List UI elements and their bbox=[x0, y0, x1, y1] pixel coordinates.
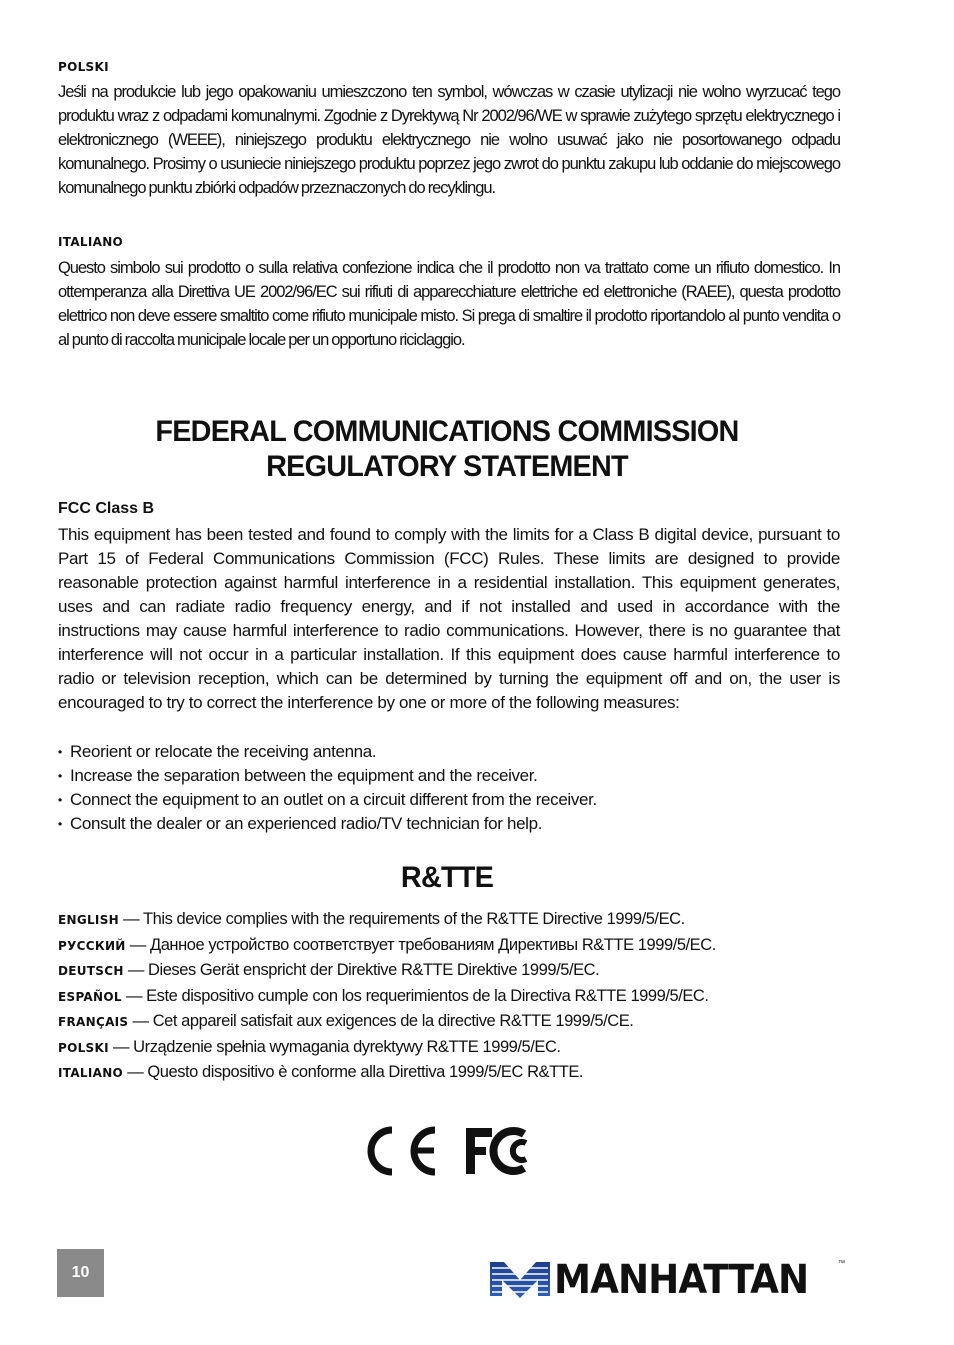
list-item: • Reorient or relocate the receiving antenna. bbox=[58, 740, 597, 764]
manhattan-brand-logo bbox=[488, 1258, 848, 1306]
section-heading-italiano: ITALIANO bbox=[58, 235, 124, 249]
section-heading-polski: POLSKI bbox=[58, 60, 109, 74]
rtte-row-polish bbox=[58, 1035, 716, 1061]
page-number-badge: 10 bbox=[57, 1249, 104, 1297]
rtte-text: — Urządzenie spełnia wymagania dyrektywy R&TTE 1999/5/EC. bbox=[108, 1037, 561, 1056]
rtte-lang-label: ITALIANO bbox=[58, 1066, 124, 1080]
fcc-title-line2: REGULATORY STATEMENT bbox=[266, 450, 628, 483]
rtte-title: R&TTE bbox=[400, 861, 494, 894]
rtte-text: — Este dispositivo cumple con los requerimientos de la Directiva R&TTE 1999/5/EC. bbox=[121, 986, 709, 1005]
rtte-row-german bbox=[58, 958, 716, 984]
fcc-paragraph: This equipment has been tested and found to comply with the limits for a Class B digital device, pursuant to Part 15 of Federal Communications Commission (FCC) Rules. These limits are designed to provide reasonable protection against harmful interference in a residential installation. This equipment generates, uses and can radiate radio frequency energy, and if not installed and used in accordance with the instructions may cause harmful interference to radio communications. However, there is no guarantee that interference will not occur in a particular installation. If this equipment does cause harmful interference to radio or television reception, which can be determined by turning the equipment off and on, the user is encouraged to try to correct the interference by one or more of the following measures: bbox=[58, 525, 840, 712]
rtte-lang-label: ESPAÑOL bbox=[58, 989, 122, 1004]
rtte-lang-label: ENGLISH bbox=[58, 913, 119, 927]
italian-paragraph: Questo simbolo sui prodotto o sulla relativa confezione indica che il prodotto non va trattato come un rifiuto domestico. In ottemperanza alla Direttiva UE 2002/96/EC sui rifiuti di apparecchiature elettriche ed elettroniche (RAEE), questa prodotto elettrico non deve essere smaltito come rifiuto municipale misto. Si prega di smaltire il prodotto riportandolo al punto vendita o al punto di raccolta municipale locale per un opportuno riciclaggio. bbox=[58, 259, 840, 349]
rtte-row-italian bbox=[58, 1060, 716, 1086]
rtte-row-english bbox=[58, 907, 716, 933]
rtte-lang-label: РУССКИЙ bbox=[58, 938, 126, 953]
fcc-title-line1: FEDERAL COMMUNICATIONS COMMISSION bbox=[155, 415, 739, 448]
certification-logos bbox=[362, 1122, 542, 1180]
fcc-logo-icon bbox=[462, 1122, 540, 1180]
rtte-lang-label: POLSKI bbox=[58, 1040, 109, 1055]
list-item: • Consult the dealer or an experienced radio/TV technician for help. bbox=[58, 812, 597, 836]
rtte-lang-label: DEUTSCH bbox=[58, 964, 124, 978]
list-item: • Increase the separation between the equipment and the receiver. bbox=[58, 764, 597, 788]
rtte-text: — Cet appareil satisfait aux exigences de la directive R&TTE 1999/5/CE. bbox=[128, 1012, 634, 1030]
rtte-text: — Данное устройство соответствует требованиям Директивы R&TTE 1999/5/EC. bbox=[125, 935, 716, 954]
rtte-row-french bbox=[58, 1009, 716, 1035]
rtte-lang-label: FRANÇAIS bbox=[58, 1015, 129, 1029]
fcc-class-subheading: FCC Class B bbox=[58, 500, 155, 517]
manhattan-m-emblem-icon bbox=[488, 1258, 552, 1302]
rtte-statements bbox=[58, 907, 716, 1086]
list-item: • Connect the equipment to an outlet on a circuit different from the receiver. bbox=[58, 788, 597, 812]
rtte-text: — This device complies with the requirements of the R&TTE Directive 1999/5/EC. bbox=[119, 910, 685, 928]
fcc-measures-list bbox=[58, 740, 597, 836]
rtte-text: — Dieses Gerät enspricht der Direktive R&TTE Direktive 1999/5/EC. bbox=[123, 961, 600, 979]
polish-paragraph: Jeśli na produkcie lub jego opakowaniu umieszczono ten symbol, wówczas w czasie utylizacji nie wolno wyrzucać tego produktu wraz z odpadami komunalnymi. Zgodnie z Dyrektywą Nr 2002/96/WE w sprawie zużytego sprzętu elektrycznego i elektronicznego (WEEE), niniejszego produktu elektrycznego nie wolno usuwać jako nie posortowanego odpadu komunalnego. Prosimy o usuniecie niniejszego produktu poprzez jego zwrot do punktu zakupu lub oddanie do miejscowego komunalnego punktu zbiórki odpadów przeznaczonych do recyklingu. bbox=[58, 83, 840, 197]
rtte-row-spanish bbox=[58, 984, 716, 1010]
brand-name: MANHATTAN bbox=[554, 1257, 809, 1303]
rtte-row-russian bbox=[58, 933, 716, 959]
trademark-symbol: ™ bbox=[838, 1260, 845, 1267]
rtte-text: — Questo dispositivo è conforme alla Direttiva 1999/5/EC R&TTE. bbox=[123, 1063, 584, 1081]
